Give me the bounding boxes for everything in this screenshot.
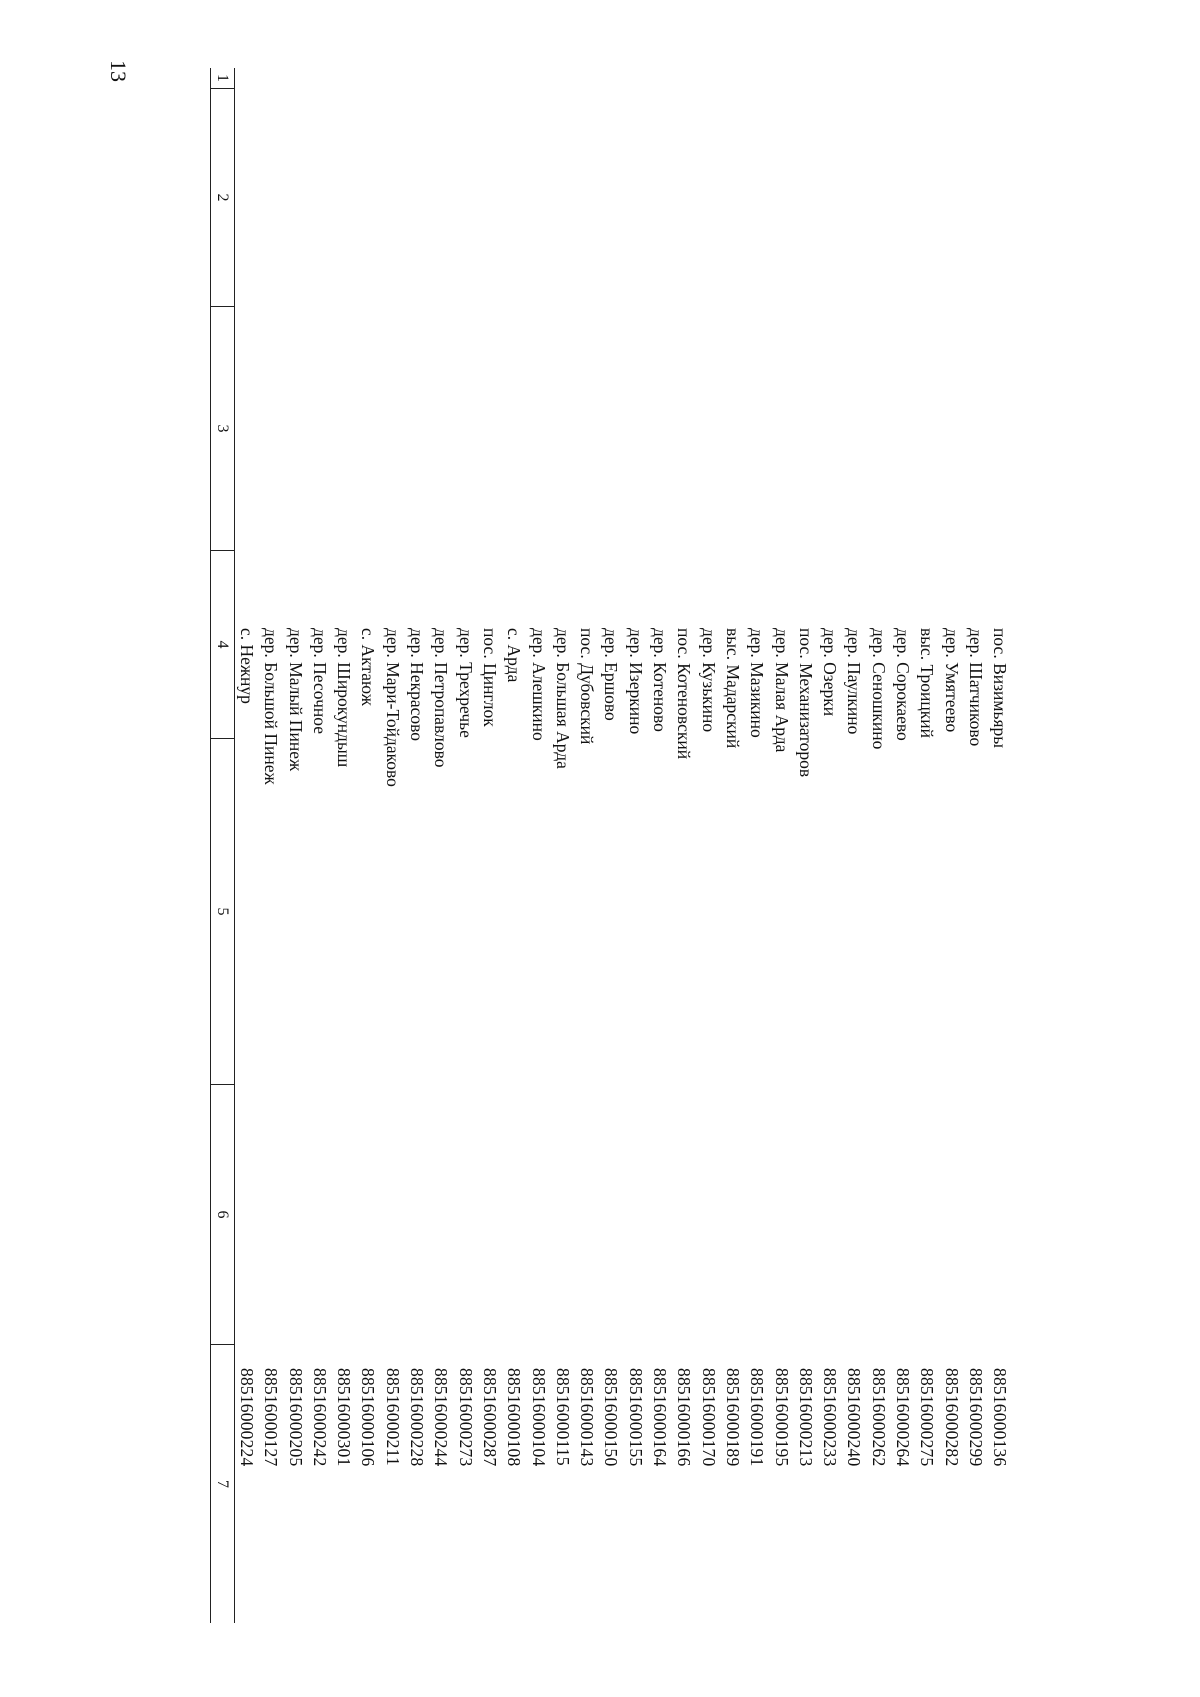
settlement-name: дер. Озерки [820,628,841,717]
oktmo-code: 88516000244 [431,1368,452,1467]
settlement-name: дер. Котеново [650,628,671,732]
settlement-name: дер. Петропавлово [431,628,452,768]
table-header-row [210,68,235,1623]
settlement-name: дер. Песочное [309,628,330,734]
rotated-table-sheet [210,68,1070,1623]
oktmo-code: 88516000115 [552,1368,573,1466]
oktmo-code: 88516000164 [650,1368,671,1467]
header-cell-7: 7 [211,1344,234,1623]
oktmo-code: 88516000150 [601,1368,622,1467]
settlement-name: дер. Кузькино [698,628,719,733]
header-cell-4: 4 [211,550,234,738]
oktmo-code: 88516000273 [455,1368,476,1467]
page-number: 13 [106,60,131,82]
settlement-name: дер. Умятеево [941,628,962,733]
oktmo-code: 88516000195 [771,1368,792,1467]
oktmo-code: 88516000240 [844,1368,865,1467]
oktmo-code: 88516000127 [261,1368,282,1467]
oktmo-code: 88516000143 [577,1368,598,1467]
header-cell-1: 1 [214,74,231,82]
oktmo-code: 88516000166 [674,1368,695,1467]
oktmo-code: 88516000228 [407,1368,428,1467]
oktmo-code: 88516000213 [795,1368,816,1467]
settlement-name: дер. Некрасово [407,628,428,742]
oktmo-code: 88516000262 [868,1368,889,1467]
settlement-name: пос. Дубовский [577,628,598,745]
settlement-name: дер. Трехречье [455,628,476,738]
settlement-name: дер. Ершово [601,628,622,721]
oktmo-code: 88516000106 [358,1368,379,1467]
settlement-name: выс. Мадарский [723,628,743,749]
settlement-name: дер. Шатчиково [966,628,986,747]
oktmo-code: 88516000301 [334,1368,355,1467]
settlement-name: пос. Механизаторов [795,628,816,778]
settlement-name: дер. Алешкино [528,628,549,741]
settlement-name: пос. Котеновский [674,628,695,760]
settlement-name: пос. Цинглок [480,628,500,727]
oktmo-code: 88516000136 [990,1368,1011,1467]
oktmo-code: 88516000242 [309,1368,330,1467]
oktmo-code: 88516000224 [237,1368,257,1467]
header-cell-2: 2 [211,88,234,306]
oktmo-code: 88516000264 [893,1368,914,1467]
settlement-name: дер. Широкундыш [334,628,355,768]
oktmo-code: 88516000211 [382,1368,403,1466]
oktmo-code: 88516000108 [504,1368,525,1467]
header-cell-6: 6 [211,1084,234,1344]
oktmo-code: 88516000155 [625,1368,646,1467]
oktmo-code: 88516000299 [966,1368,986,1467]
settlement-name: пос. Визимьяры [990,628,1011,748]
oktmo-code: 88516000287 [480,1368,500,1467]
oktmo-code: 88516000104 [528,1368,549,1467]
oktmo-code: 88516000189 [723,1368,743,1467]
settlement-name: выс. Троицкий [917,628,938,739]
oktmo-code: 88516000233 [820,1368,841,1467]
header-cell-3: 3 [211,306,234,550]
settlement-name: дер. Сорокаево [893,628,914,741]
settlement-name: дер. Большой Пинеж [261,628,282,785]
oktmo-code: 88516000205 [285,1368,306,1467]
settlement-name: с. Актаюж [358,628,379,706]
settlement-name: дер. Малый Пинеж [285,628,306,772]
oktmo-code: 88516000191 [747,1368,768,1467]
settlement-name: дер. Мари-Тойдаково [382,628,403,787]
settlement-name: дер. Паулкино [844,628,865,735]
settlement-name: с. Нежнур [237,628,257,704]
oktmo-code: 88516000282 [941,1368,962,1467]
oktmo-code: 88516000275 [917,1368,938,1467]
settlement-name: дер. Изеркино [625,628,646,735]
settlement-name: дер. Малая Арда [771,628,792,753]
header-cell-5: 5 [211,738,234,1084]
settlement-name: с. Арда [504,628,525,683]
settlement-name: дер. Сеношкино [868,628,889,750]
settlement-name: дер. Мазикино [747,628,768,738]
settlement-name: дер. Большая Арда [552,628,573,769]
oktmo-code: 88516000170 [698,1368,719,1467]
